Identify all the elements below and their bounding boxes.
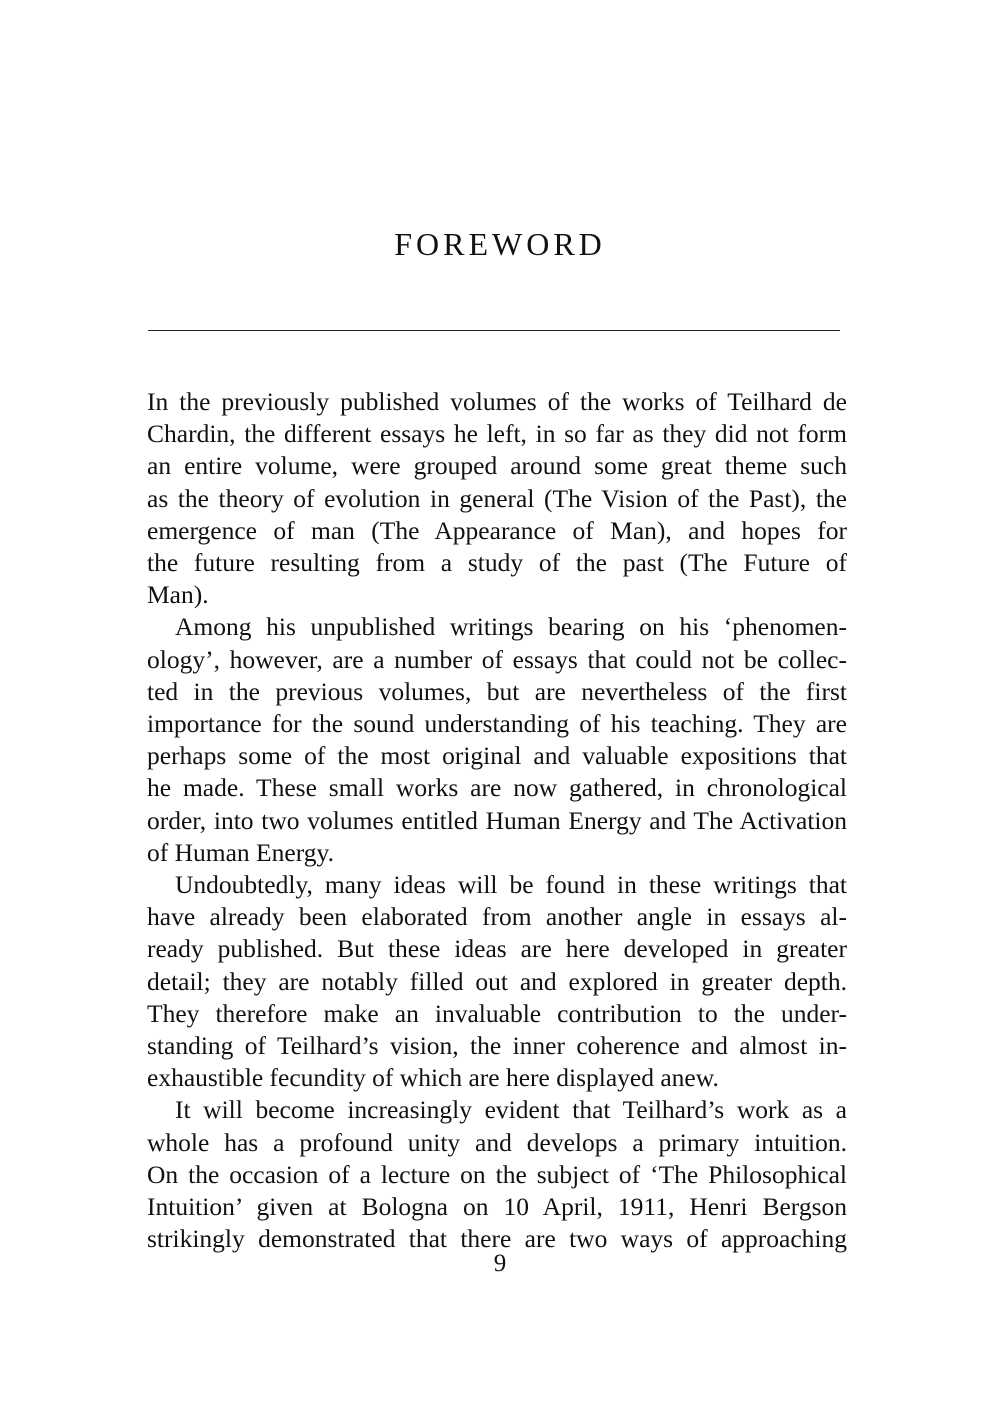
paragraph-1 xyxy=(147,386,847,611)
paragraph-2 xyxy=(147,611,847,869)
body-text xyxy=(147,386,847,1255)
title-rule xyxy=(148,330,840,331)
paragraph-3-line-5: They therefore make an invaluable contribution to the under- xyxy=(147,998,847,1028)
paragraph-4 xyxy=(147,1094,847,1255)
paragraph-1-line-7: Man). xyxy=(147,580,209,610)
page-number: 9 xyxy=(493,1250,507,1277)
paragraph-2-line-3: ted in the previous volumes, but are nevertheless of the first xyxy=(147,676,847,706)
paragraph-4-line-5: strikingly demonstrated that there are two ways of approaching xyxy=(147,1224,847,1254)
paragraph-1-line-6: the future resulting from a study of the past (The Future of xyxy=(147,548,847,578)
paragraph-4-line-2: whole has a profound unity and develops a primary intuition. xyxy=(147,1127,847,1157)
paragraph-2-line-4: importance for the sound understanding of his teaching. They are xyxy=(147,709,847,739)
paragraph-1-line-3: an entire volume, were grouped around some great theme such xyxy=(147,451,847,481)
page-title: FOREWORD xyxy=(394,226,606,262)
paragraph-2-line-8: of Human Energy. xyxy=(147,837,334,867)
paragraph-4-line-3: On the occasion of a lecture on the subject of ‘The Philosophical xyxy=(147,1159,847,1189)
paragraph-1-line-5: emergence of man (The Appearance of Man), and hopes for xyxy=(147,515,847,545)
paragraph-2-line-2: ology’, however, are a number of essays that could not be collec- xyxy=(147,644,847,674)
paragraph-3-line-3: ready published. But these ideas are here developed in greater xyxy=(147,934,847,964)
paragraph-4-line-1: It will become increasingly evident that Teilhard’s work as a xyxy=(175,1095,847,1125)
paragraph-2-line-5: perhaps some of the most original and valuable expositions that xyxy=(147,741,847,771)
paragraph-2-line-1: Among his unpublished writings bearing on his ‘phenomen- xyxy=(175,612,847,642)
paragraph-3-line-6: standing of Teilhard’s vision, the inner coherence and almost in- xyxy=(147,1031,847,1061)
paragraph-4-line-4: Intuition’ given at Bologna on 10 April, 1911, Henri Bergson xyxy=(147,1192,847,1222)
paragraph-3 xyxy=(147,869,847,1094)
paragraph-1-line-2: Chardin, the different essays he left, in so far as they did not form xyxy=(147,419,847,449)
paragraph-2-line-6: he made. These small works are now gathered, in chronological xyxy=(147,773,847,803)
paragraph-1-line-4: as the theory of evolution in general (The Vision of the Past), the xyxy=(147,483,847,513)
paragraph-1-line-1: In the previously published volumes of the works of Teilhard de xyxy=(147,387,847,416)
paragraph-3-line-7: exhaustible fecundity of which are here displayed anew. xyxy=(147,1063,719,1093)
paragraph-3-line-4: detail; they are notably filled out and explored in greater depth. xyxy=(147,966,847,996)
paragraph-2-line-7: order, into two volumes entitled Human Energy and The Activation xyxy=(147,805,847,835)
paragraph-3-line-1: Undoubtedly, many ideas will be found in these writings that xyxy=(175,870,847,900)
paragraph-3-line-2: have already been elaborated from another angle in essays al- xyxy=(147,902,847,932)
